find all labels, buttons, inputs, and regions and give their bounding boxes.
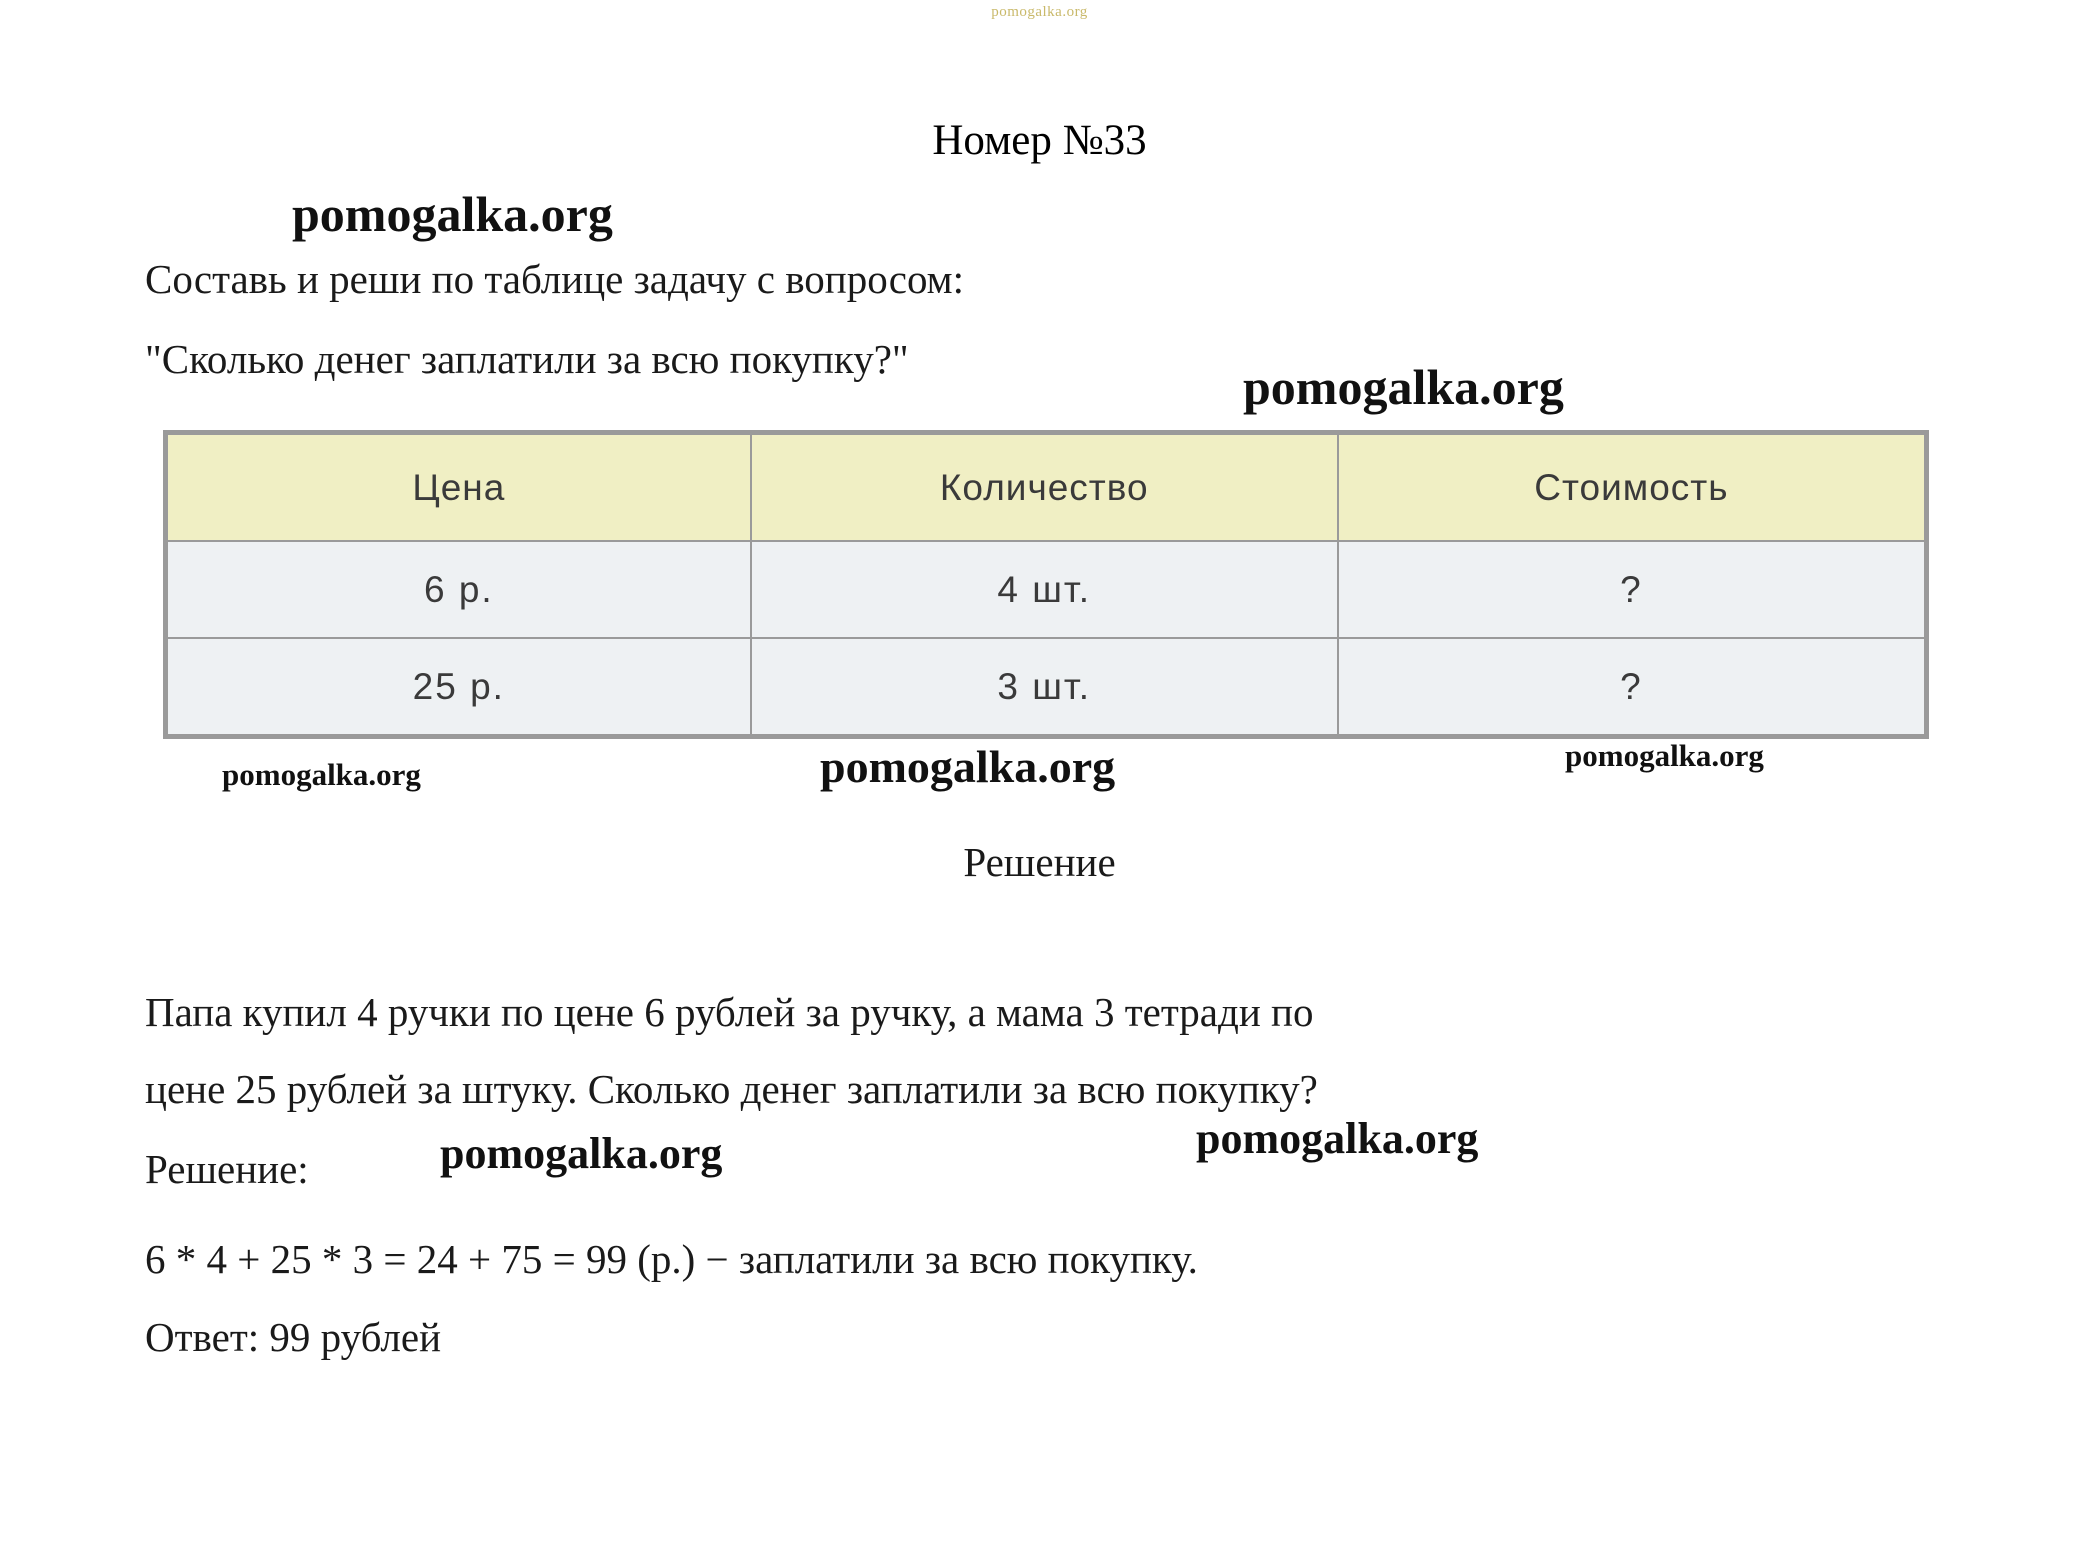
cell-price-2: 25 р.	[167, 638, 751, 735]
page-title: Номер №33	[932, 117, 1147, 164]
cell-quantity-2: 3 шт.	[751, 638, 1338, 735]
cell-cost-2: ?	[1338, 638, 1925, 735]
solution-answer: Ответ: 99 рублей	[145, 1314, 442, 1360]
table-header-cost: Стоимость	[1338, 434, 1925, 541]
watermark: pomogalka.org	[820, 741, 1116, 792]
watermark: pomogalka.org	[440, 1129, 723, 1178]
cell-price-1: 6 р.	[167, 541, 751, 638]
price-quantity-cost-table	[163, 430, 1929, 739]
solution-heading: Решение	[963, 839, 1116, 885]
watermark: pomogalka.org	[1565, 738, 1764, 773]
solution-label: Решение:	[145, 1146, 309, 1192]
top-watermark: pomogalka.org	[991, 4, 1088, 20]
table-header-row	[167, 434, 1925, 541]
cell-cost-1: ?	[1338, 541, 1925, 638]
cell-quantity-1: 4 шт.	[751, 541, 1338, 638]
solution-line-2: цене 25 рублей за штуку. Сколько денег заплатили за всю покупку?	[145, 1066, 1318, 1112]
table-header-quantity: Количество	[751, 434, 1338, 541]
watermark: pomogalka.org	[222, 757, 421, 792]
solution-equation: 6 * 4 + 25 * 3 = 24 + 75 = 99 (р.) − заплатили за всю покупку.	[145, 1236, 1198, 1282]
table-row	[167, 541, 1925, 638]
table-row	[167, 638, 1925, 735]
watermark: pomogalka.org	[292, 186, 613, 242]
watermark: pomogalka.org	[1243, 359, 1564, 415]
prompt-line-2: "Сколько денег заплатили за всю покупку?"	[145, 336, 909, 382]
watermark: pomogalka.org	[1196, 1114, 1479, 1163]
table-header-price: Цена	[167, 434, 751, 541]
solution-line-1: Папа купил 4 ручки по цене 6 рублей за ручку, а мама 3 тетради по	[145, 989, 1314, 1035]
prompt-line-1: Составь и реши по таблице задачу с вопросом:	[145, 256, 964, 302]
